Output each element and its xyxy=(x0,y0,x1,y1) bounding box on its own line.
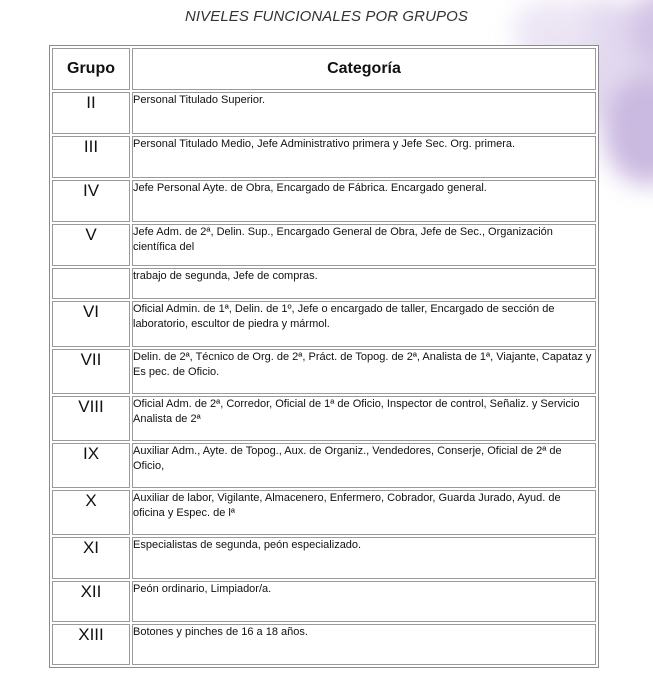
table-row xyxy=(52,92,596,134)
grupo-cell: VII xyxy=(52,349,130,394)
table-row xyxy=(52,490,596,535)
grupo-cell: VI xyxy=(52,301,130,347)
categoria-column-header: Categoría xyxy=(132,48,596,90)
grupo-cell: XIII xyxy=(52,624,130,665)
grupo-column-header: Grupo xyxy=(52,48,130,90)
table-row xyxy=(52,443,596,488)
table-row xyxy=(52,224,596,266)
grupo-cell: IX xyxy=(52,443,130,488)
table-row xyxy=(52,136,596,178)
table-row xyxy=(52,301,596,347)
categoria-cell: Delin. de 2ª, Técnico de Org. de 2ª, Práct. de Topog. de 2ª, Analista de 1ª, Viajante, Capataz y Es pec. de Oficio. xyxy=(132,349,596,394)
table-row xyxy=(52,268,596,299)
table-row xyxy=(52,537,596,579)
table-row xyxy=(52,349,596,394)
table-row xyxy=(52,180,596,222)
grupo-cell: V xyxy=(52,224,130,266)
categoria-cell: Oficial Admin. de 1ª, Delin. de 1º, Jefe o encargado de taller, Encargado de sección de laboratorio, escultor de piedra y mármol. xyxy=(132,301,596,347)
categoria-cell: Peón ordinario, Limpiador/a. xyxy=(132,581,596,622)
grupo-cell: VIII xyxy=(52,396,130,441)
categoria-cell: Auxiliar de labor, Vigilante, Almacenero, Enfermero, Cobrador, Guarda Jurado, Ayud. de oficina y Espec. de lª xyxy=(132,490,596,535)
grupo-cell: XII xyxy=(52,581,130,622)
grupo-cell: III xyxy=(52,136,130,178)
categoria-cell: trabajo de segunda, Jefe de compras. xyxy=(132,268,596,299)
categoria-cell: Botones y pinches de 16 a 18 años. xyxy=(132,624,596,665)
grupo-cell: IV xyxy=(52,180,130,222)
table-header-row xyxy=(52,48,596,90)
grupo-cell xyxy=(52,268,130,299)
categoria-cell: Personal Titulado Medio, Jefe Administrativo primera y Jefe Sec. Org. primera. xyxy=(132,136,596,178)
niveles-table xyxy=(49,45,599,668)
table-row xyxy=(52,396,596,441)
grupo-cell: X xyxy=(52,490,130,535)
document-title: NIVELES FUNCIONALES POR GRUPOS xyxy=(184,8,469,25)
categoria-cell: Jefe Personal Ayte. de Obra, Encargado de Fábrica. Encargado general. xyxy=(132,180,596,222)
categoria-cell: Personal Titulado Superior. xyxy=(132,92,596,134)
categoria-cell: Especialistas de segunda, peón especializado. xyxy=(132,537,596,579)
categoria-cell: Oficial Adm. de 2ª, Corredor, Oficial de 1ª de Oficio, Inspector de control, Señaliz. y Servicio Analista de 2ª xyxy=(132,396,596,441)
grupo-cell: II xyxy=(52,92,130,134)
categoria-cell: Jefe Adm. de 2ª, Delin. Sup., Encargado General de Obra, Jefe de Sec., Organización científica del xyxy=(132,224,596,266)
table-row xyxy=(52,624,596,665)
categoria-cell: Auxiliar Adm., Ayte. de Topog., Aux. de Organiz., Vendedores, Conserje, Oficial de 2ª de Oficio, xyxy=(132,443,596,488)
table-row xyxy=(52,581,596,622)
grupo-cell: XI xyxy=(52,537,130,579)
